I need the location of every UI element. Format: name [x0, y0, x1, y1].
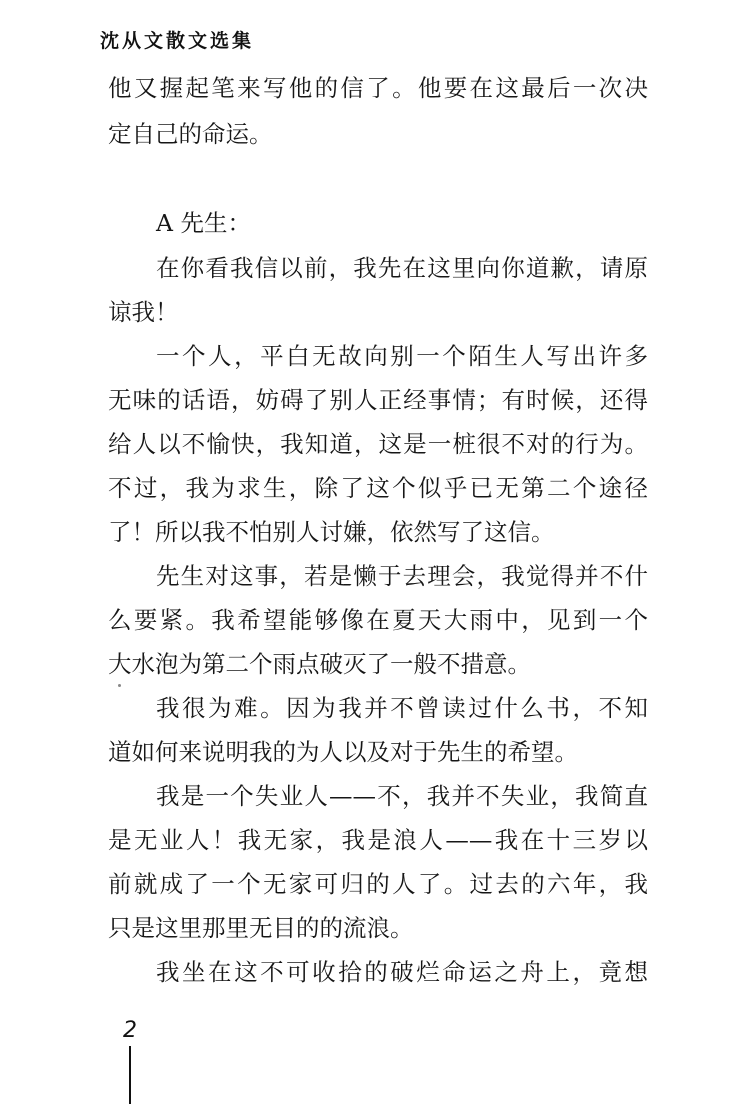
text-line: 不过，我为求生，除了这个似乎已无第二个途径 — [108, 474, 648, 502]
text-line: 道如何来说明我的为人以及对于先生的希望。 — [108, 738, 578, 766]
scan-speck — [118, 684, 121, 687]
text-line: 他又握起笔来写他的信了。他要在这最后一次决 — [108, 74, 648, 102]
text-line: 我很为难。因为我并不曾读过什么书，不知 — [156, 694, 648, 722]
text-line: 我坐在这不可收拾的破烂命运之舟上，竟想 — [156, 958, 648, 986]
text-line: 定自己的命运。 — [108, 120, 273, 148]
letter-salutation: A 先生： — [156, 209, 251, 237]
text-line: 一个人，平白无故向别一个陌生人写出许多 — [156, 342, 648, 370]
running-header-book-title: 沈从文散文选集 — [100, 30, 255, 52]
text-line: 前就成了一个无家可归的人了。过去的六年，我 — [108, 870, 648, 898]
text-line: 是无业人！我无家，我是浪人——我在十三岁以 — [108, 826, 648, 854]
text-line: 了！所以我不怕别人讨嫌，依然写了这信。 — [108, 518, 555, 546]
text-line: 么要紧。我希望能够像在夏天大雨中，见到一个 — [108, 606, 648, 634]
text-line: 谅我！ — [108, 298, 179, 326]
text-line: 大水泡为第二个雨点破灭了一般不措意。 — [108, 650, 531, 678]
text-line: 在你看我信以前，我先在这里向你道歉，请原 — [156, 254, 648, 282]
text-line: 无味的话语，妨碍了别人正经事情；有时候，还得 — [108, 386, 648, 414]
text-line: 先生对这事，若是懒于去理会，我觉得并不什 — [156, 562, 648, 590]
margin-rule — [129, 1046, 131, 1104]
page-number: 2 — [123, 1018, 137, 1043]
text-line: 只是这里那里无目的的流浪。 — [108, 914, 414, 942]
text-line: 我是一个失业人——不，我并不失业，我简直 — [156, 782, 648, 810]
text-line: 给人以不愉快，我知道，这是一桩很不对的行为。 — [108, 430, 648, 458]
